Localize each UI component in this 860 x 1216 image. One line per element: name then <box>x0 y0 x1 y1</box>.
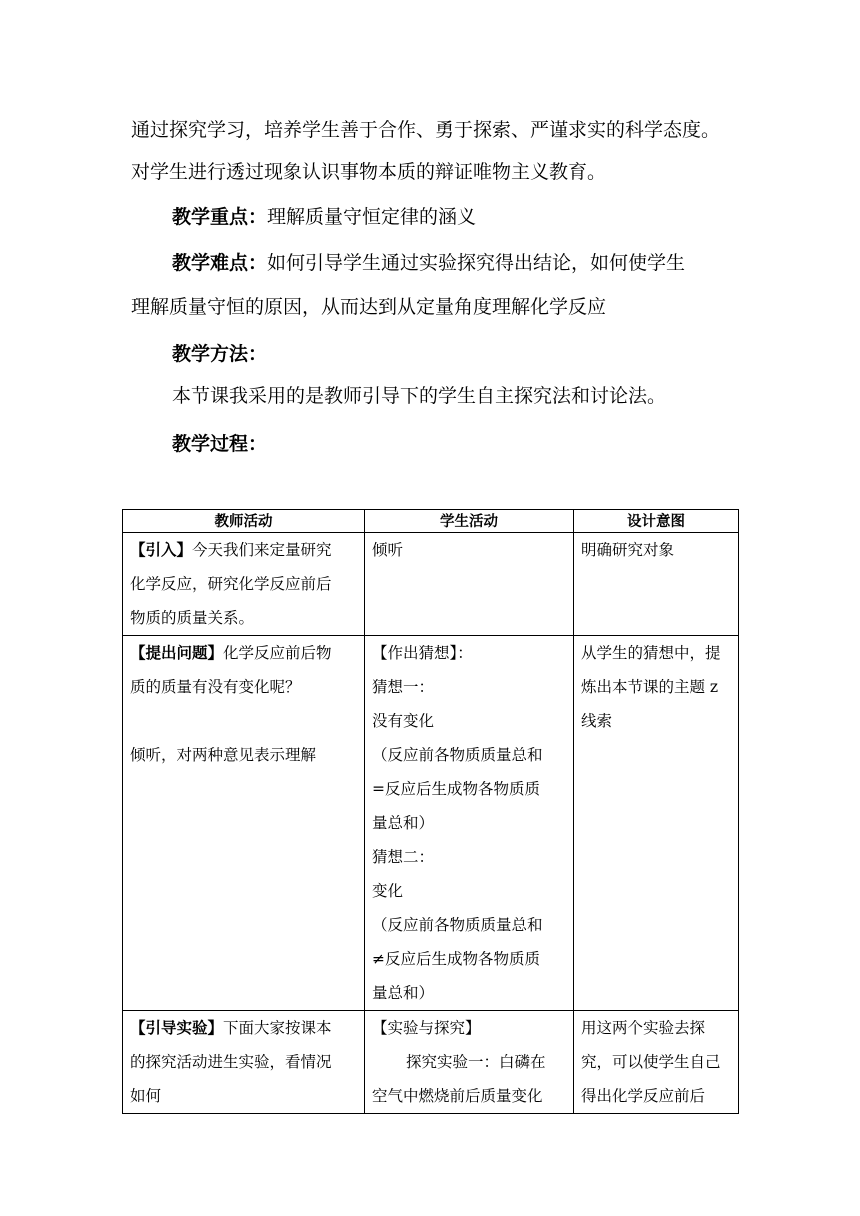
cell-text: 猜想二： <box>372 848 435 866</box>
teacher-cell <box>123 1011 365 1114</box>
cell-text: 物质的质量关系。 <box>130 609 255 627</box>
cell-text: 质的质量有没有变化呢？ <box>130 678 301 696</box>
lesson-plan-table <box>122 509 739 1114</box>
cell-text: =反应后生成物各物质质 <box>372 780 540 798</box>
intro-line-2: 对学生进行透过现象认识事物本质的辩证唯物主义教育。 <box>131 161 607 183</box>
key-point-label: 教学重点： <box>172 206 268 228</box>
table-row <box>123 533 739 636</box>
cell-text: （反应前各物质质量总和 <box>372 746 543 764</box>
difficulty-text-1: 如何引导学生通过实验探究得出结论，如何使学生 <box>267 252 686 274</box>
cell-text: ≠反应后生成物各物质质 <box>372 950 540 968</box>
row-label: 【提出问题】 <box>130 643 224 662</box>
teacher-cell <box>123 533 365 636</box>
header-student-activity: 学生活动 <box>365 510 574 533</box>
cell-text: 空气中燃烧前后质量变化 <box>372 1087 543 1105</box>
method-label: 教学方法： <box>172 343 268 365</box>
cell-text: 化学反应前后物 <box>223 644 332 662</box>
student-cell <box>365 636 574 1011</box>
intro-line-1: 通过探究学习，培养学生善于合作、勇于探索、严谨求实的科学态度。 <box>131 119 721 141</box>
cell-text: 得出化学反应前后 <box>581 1087 706 1105</box>
header-design-intent: 设计意图 <box>574 510 739 533</box>
key-point-text: 理解质量守恒定律的涵义 <box>267 206 477 228</box>
student-cell <box>365 533 574 636</box>
table-header-row <box>123 510 739 533</box>
row-label: 【引导实验】 <box>130 1018 224 1037</box>
cell-text: 探究实验一：白磷在 <box>406 1053 546 1071</box>
difficulty-line-2: 理解质量守恒的原因，从而达到从定量角度理解化学反应 <box>131 296 607 318</box>
cell-text: 明确研究对象 <box>581 541 675 559</box>
key-point-line <box>172 205 476 229</box>
cell-text: 如何 <box>130 1087 162 1105</box>
table-row <box>123 1011 739 1114</box>
teacher-cell <box>123 636 365 1011</box>
cell-text: 的探究活动进生实验，看情况 <box>130 1053 332 1071</box>
cell-text: 量总和） <box>372 814 435 832</box>
cell-text: 用这两个实验去探 <box>581 1019 706 1037</box>
method-text: 本节课我采用的是教师引导下的学生自主探究法和讨论法。 <box>172 385 667 407</box>
cell-text: 没有变化 <box>372 712 435 730</box>
cell-text: 变化 <box>372 882 404 900</box>
cell-text: 今天我们来定量研究 <box>192 541 332 559</box>
cell-text: 量总和） <box>372 984 435 1002</box>
cell-text: 线索 <box>581 712 613 730</box>
cell-text: 下面大家按课本 <box>223 1019 332 1037</box>
row-label: 【引入】 <box>130 540 193 559</box>
difficulty-line-1 <box>172 251 685 275</box>
intent-cell <box>574 636 739 1011</box>
cell-text: 化学反应，研究化学反应前后 <box>130 575 332 593</box>
intent-cell <box>574 1011 739 1114</box>
difficulty-label: 教学难点： <box>172 252 268 274</box>
cell-text: （反应前各物质质量总和 <box>372 916 543 934</box>
header-teacher-activity: 教师活动 <box>123 510 365 533</box>
cell-text: 倾听 <box>372 541 404 559</box>
cell-text: 猜想一： <box>372 678 435 696</box>
student-cell <box>365 1011 574 1114</box>
table-row <box>123 636 739 1011</box>
cell-text: 【实验与探究】 <box>372 1019 481 1037</box>
process-label: 教学过程： <box>172 433 268 455</box>
intent-cell <box>574 533 739 636</box>
cell-text: 究，可以使学生自己 <box>581 1053 721 1071</box>
cell-text: 倾听，对两种意见表示理解 <box>130 746 317 764</box>
cell-text: 炼出本节课的主题 z <box>581 678 719 696</box>
cell-text: 【作出猜想】： <box>372 644 473 662</box>
cell-text: 从学生的猜想中，提 <box>581 644 721 662</box>
